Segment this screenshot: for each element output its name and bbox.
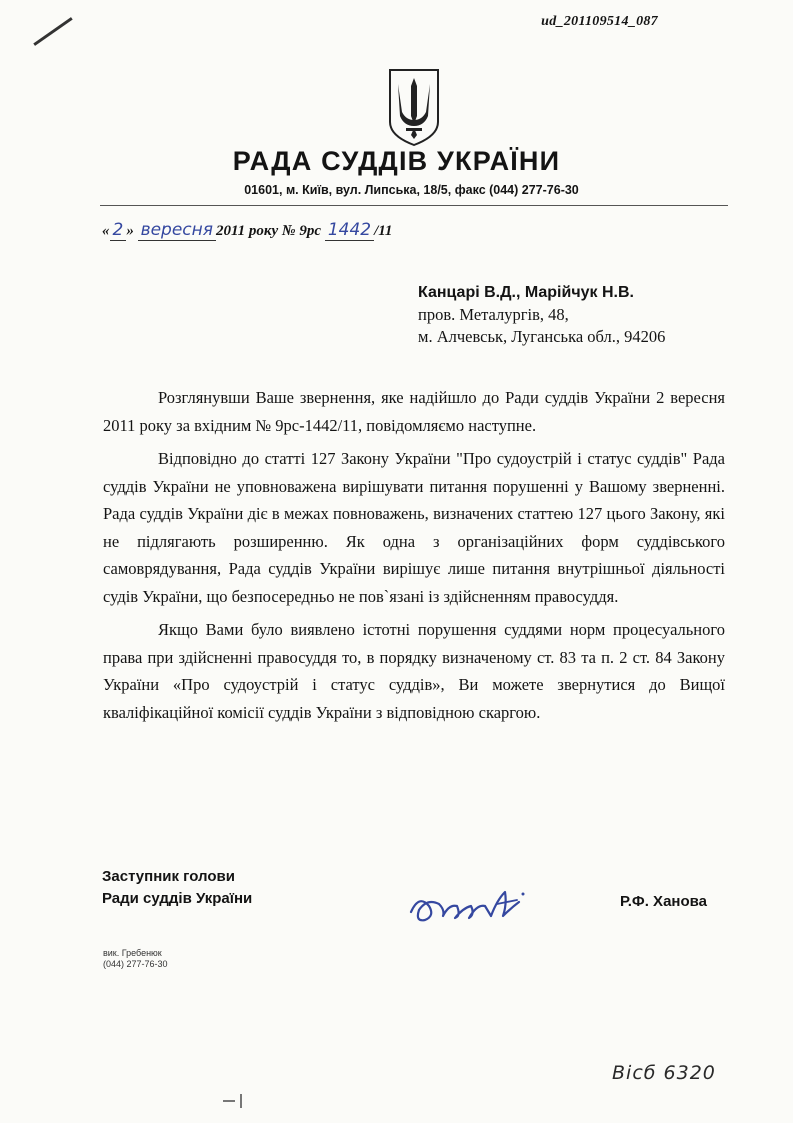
trident-emblem-icon xyxy=(386,66,442,148)
date-day: 2 xyxy=(110,220,127,241)
recipient-street: пров. Металургів, 48, xyxy=(418,305,569,324)
body-paragraph: Відповідно до статті 127 Закону України "Про судоустрій і статус суддів" Рада суддів України не уповноважена вирішувати питання порушенні у Вашому зверненні. Рада суддів України діє в межах повноважень, визначених статтею 127 цього Закону, які не підлягають розширенню. Як одна з організаційних форм суддівського самоврядування, Рада суддів України вирішує лише питання внутрішньої діяльності судів України, що безпосередньо не пов`язані із здійсненням правосуддя. xyxy=(103,449,725,606)
signer-title-line2: Ради суддів України xyxy=(102,890,253,907)
letter-body xyxy=(103,384,725,732)
document-id: ud_201109514_087 xyxy=(541,14,658,29)
incoming-registration-note: Вісб 6320 xyxy=(612,1062,716,1084)
date-month: вересня xyxy=(138,220,216,241)
scan-mark xyxy=(33,17,72,46)
date-year-text: 2011 року № 9рс xyxy=(216,223,322,239)
date-number-suffix: /11 xyxy=(374,223,393,239)
executor-note xyxy=(103,948,168,970)
scan-smudge xyxy=(223,1100,235,1102)
body-paragraph: Розглянувши Ваше звернення, яке надійшло до Ради суддів України 2 вересня 2011 року за вхідним № 9рс-1442/11, повідомляємо наступне. xyxy=(103,388,725,435)
signer-title xyxy=(102,866,252,910)
executor-label: вик. Гребенюк xyxy=(103,948,162,958)
date-close-quote: » xyxy=(126,223,134,239)
handwritten-signature xyxy=(405,882,533,934)
signer-title-line1: Заступник голови xyxy=(102,868,235,885)
recipient-block xyxy=(418,282,665,348)
body-paragraph: Якщо Вами було виявлено істотні порушення суддями норм процесуального права при здійсненні правосуддя то, в порядку визначеному ст. 83 та п. 2 ст. 84 Закону України «Про судоустрій і статус суддів», Ви можете звернутися до Вищої кваліфікаційної комісії суддів України з відповідною скаргою. xyxy=(103,620,725,722)
date-reference-line xyxy=(102,220,392,240)
signer-name: Р.Ф. Ханова xyxy=(620,893,707,910)
header-divider xyxy=(100,205,728,206)
scan-smudge xyxy=(240,1094,242,1108)
recipient-city: м. Алчевськ, Луганська обл., 94206 xyxy=(418,327,666,346)
outgoing-number: 1442 xyxy=(325,220,374,241)
executor-phone: (044) 277-76-30 xyxy=(103,959,168,969)
organization-title: РАДА СУДДІВ УКРАЇНИ xyxy=(232,146,561,176)
recipient-name: Канцарі В.Д., Марійчук Н.В. xyxy=(418,284,634,301)
date-open-quote: « xyxy=(102,223,110,239)
organization-address: 01601, м. Київ, вул. Липська, 18/5, факс (044) 277-76-30 xyxy=(244,183,579,197)
